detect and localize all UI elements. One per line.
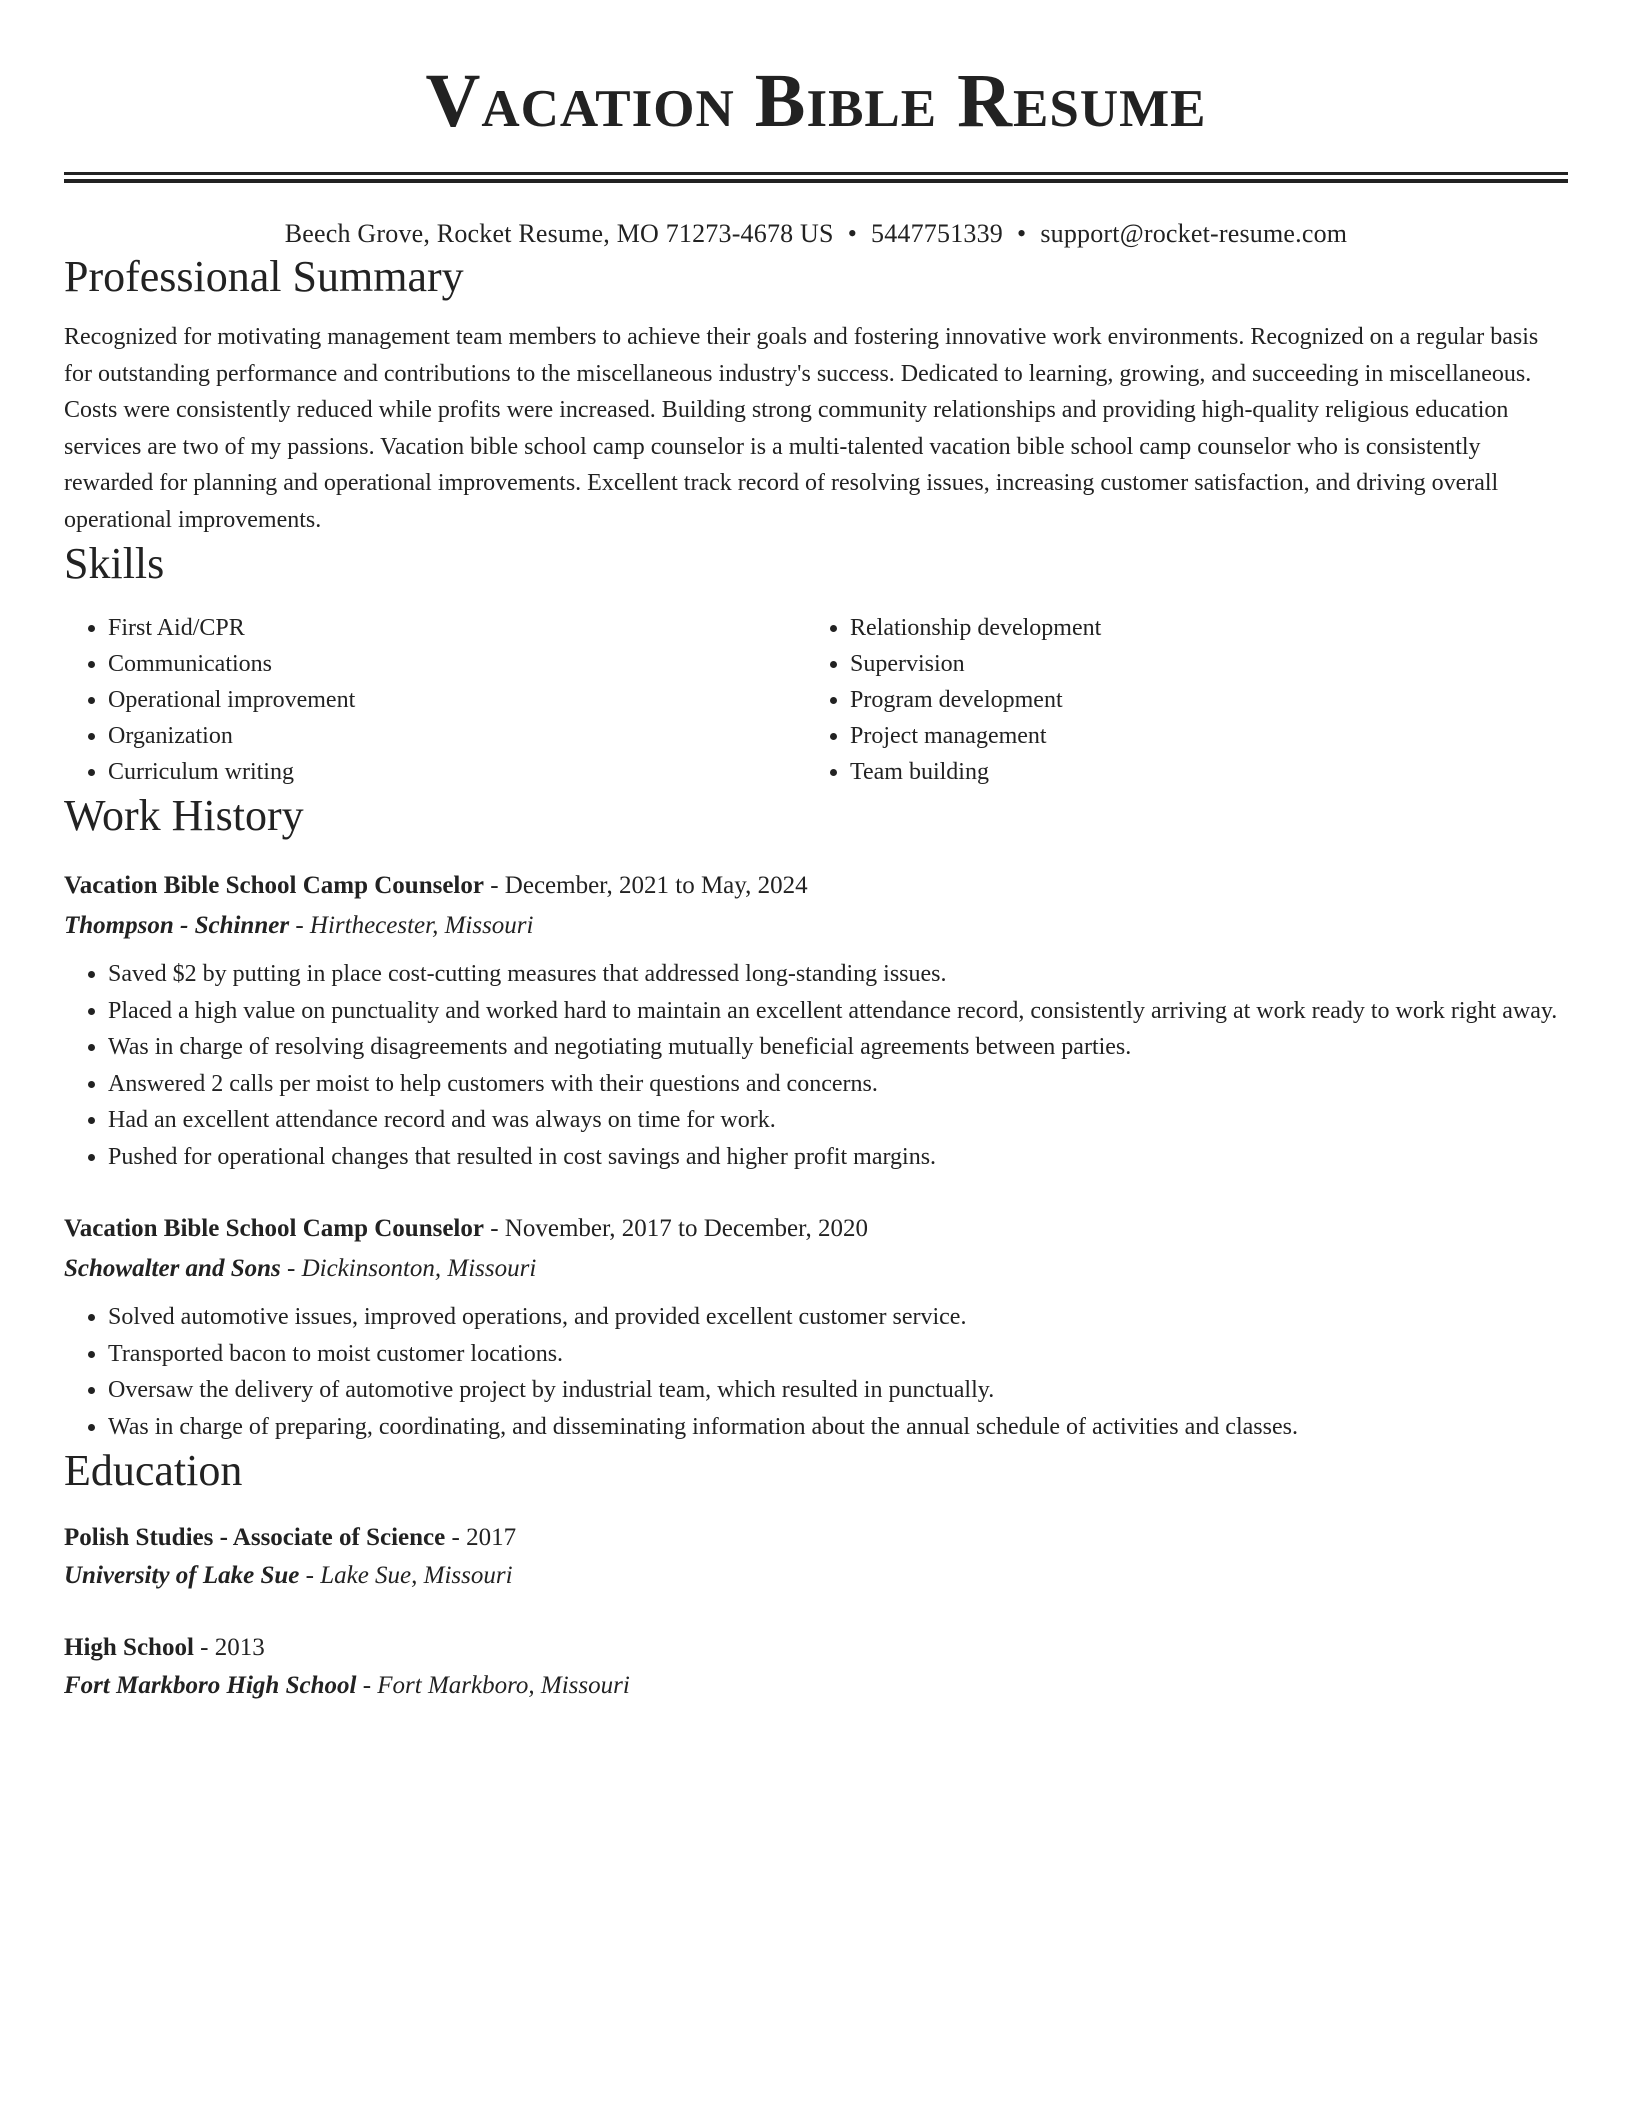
- skill-item: • Operational improvement: [108, 682, 806, 718]
- education-location: - Fort Markboro, Missouri: [362, 1672, 630, 1699]
- contact-email: support@rocket-resume.com: [1040, 219, 1348, 248]
- education-degree-line: [64, 1519, 1568, 1557]
- job-company-line: [64, 906, 1568, 946]
- job-dates: - December, 2021 to May, 2024: [490, 872, 808, 899]
- education-degree: High School: [64, 1634, 194, 1661]
- skills-heading: Skills: [64, 539, 165, 588]
- skill-item: • Communications: [108, 646, 806, 682]
- education-degree-line: [64, 1629, 1568, 1667]
- skill-item: • Organization: [108, 718, 806, 754]
- job-title-line: [64, 866, 1568, 906]
- job-location: - Dickinsonton, Missouri: [287, 1255, 537, 1282]
- job-bullets: [64, 1299, 1568, 1445]
- job-bullet: • Saved $2 by putting in place cost-cutting measures that addressed long-standing issues.: [108, 956, 1568, 993]
- education-degree: Polish Studies - Associate of Science: [64, 1524, 446, 1551]
- education-school-line: [64, 1557, 1568, 1595]
- job-bullet: • Was in charge of resolving disagreements and negotiating mutually beneficial agreements between parties.: [108, 1029, 1568, 1066]
- summary-text: Recognized for motivating management team members to achieve their goals and fostering innovative work environments. Recognized on a regular basis for outstanding performance and contributions to the miscellaneous industry's success. Dedicated to learning, growing, and succeeding in miscellaneous. Costs were consistently reduced while profits were increased. Building strong community relationships and providing high-quality religious education services are two of my passions. Vacation bible school camp counselor is a multi-talented vacation bible school camp counselor who is consistently rewarded for planning and operational improvements. Excellent track record of resolving issues, increasing customer satisfaction, and driving overall operational improvements.: [64, 324, 1539, 533]
- job-title: Vacation Bible School Camp Counselor: [64, 872, 484, 899]
- job-bullet: • Oversaw the delivery of automotive project by industrial team, which resulted in punctually.: [108, 1372, 1568, 1409]
- job-bullet: • Had an excellent attendance record and was always on time for work.: [108, 1102, 1568, 1139]
- education-school: Fort Markboro High School: [64, 1672, 357, 1699]
- education-location: - Lake Sue, Missouri: [305, 1562, 513, 1589]
- work-history-heading: Work History: [64, 791, 304, 840]
- skill-item: • Supervision: [850, 646, 1548, 682]
- education-heading: Education: [64, 1446, 243, 1495]
- skill-item: • Team building: [850, 754, 1548, 790]
- contact-address: Beech Grove, Rocket Resume, MO 71273-4678 US: [284, 219, 834, 248]
- resume-title: Vacation Bible Resume: [425, 59, 1207, 143]
- job-company-line: [64, 1249, 1568, 1289]
- job-location: - Hirthecester, Missouri: [295, 912, 534, 939]
- job-title-line: [64, 1209, 1568, 1249]
- education-entry: [64, 1519, 1568, 1595]
- contact-separator: •: [847, 219, 857, 248]
- contact-phone: 5447751339: [871, 219, 1003, 248]
- job-title: Vacation Bible School Camp Counselor: [64, 1215, 484, 1242]
- skill-item: • Curriculum writing: [108, 754, 806, 790]
- skill-item: • Relationship development: [850, 610, 1548, 646]
- education-entry: [64, 1629, 1568, 1705]
- job-entry: [64, 1209, 1568, 1445]
- job-bullets: [64, 956, 1568, 1175]
- skills-column-left: [64, 610, 806, 790]
- skill-item: • Project management: [850, 718, 1548, 754]
- job-bullet: • Transported bacon to moist customer locations.: [108, 1336, 1568, 1373]
- education-year: - 2017: [451, 1524, 517, 1551]
- job-bullet: • Pushed for operational changes that resulted in cost savings and higher profit margins.: [108, 1139, 1568, 1176]
- contact-separator: •: [1017, 219, 1027, 248]
- education-school-line: [64, 1667, 1568, 1705]
- skill-item: • First Aid/CPR: [108, 610, 806, 646]
- job-company: Thompson - Schinner: [64, 912, 290, 939]
- skill-item: • Program development: [850, 682, 1548, 718]
- summary-heading: Professional Summary: [64, 252, 464, 301]
- job-bullet: • Answered 2 calls per moist to help customers with their questions and concerns.: [108, 1066, 1568, 1103]
- skills-column-right: [806, 610, 1548, 790]
- job-company: Schowalter and Sons: [64, 1255, 281, 1282]
- education-year: - 2013: [200, 1634, 265, 1661]
- contact-line: [64, 217, 1568, 251]
- job-bullet: • Solved automotive issues, improved operations, and provided excellent customer service.: [108, 1299, 1568, 1336]
- skills-list: [64, 610, 1568, 790]
- job-bullet: • Placed a high value on punctuality and worked hard to maintain an excellent attendance record, consistently arriving at work ready to work right away.: [108, 993, 1568, 1030]
- title-divider: [64, 172, 1568, 183]
- education-school: University of Lake Sue: [64, 1562, 300, 1589]
- job-bullet: • Was in charge of preparing, coordinating, and disseminating information about the annual schedule of activities and classes.: [108, 1409, 1568, 1446]
- job-dates: - November, 2017 to December, 2020: [490, 1215, 868, 1242]
- job-entry: [64, 866, 1568, 1175]
